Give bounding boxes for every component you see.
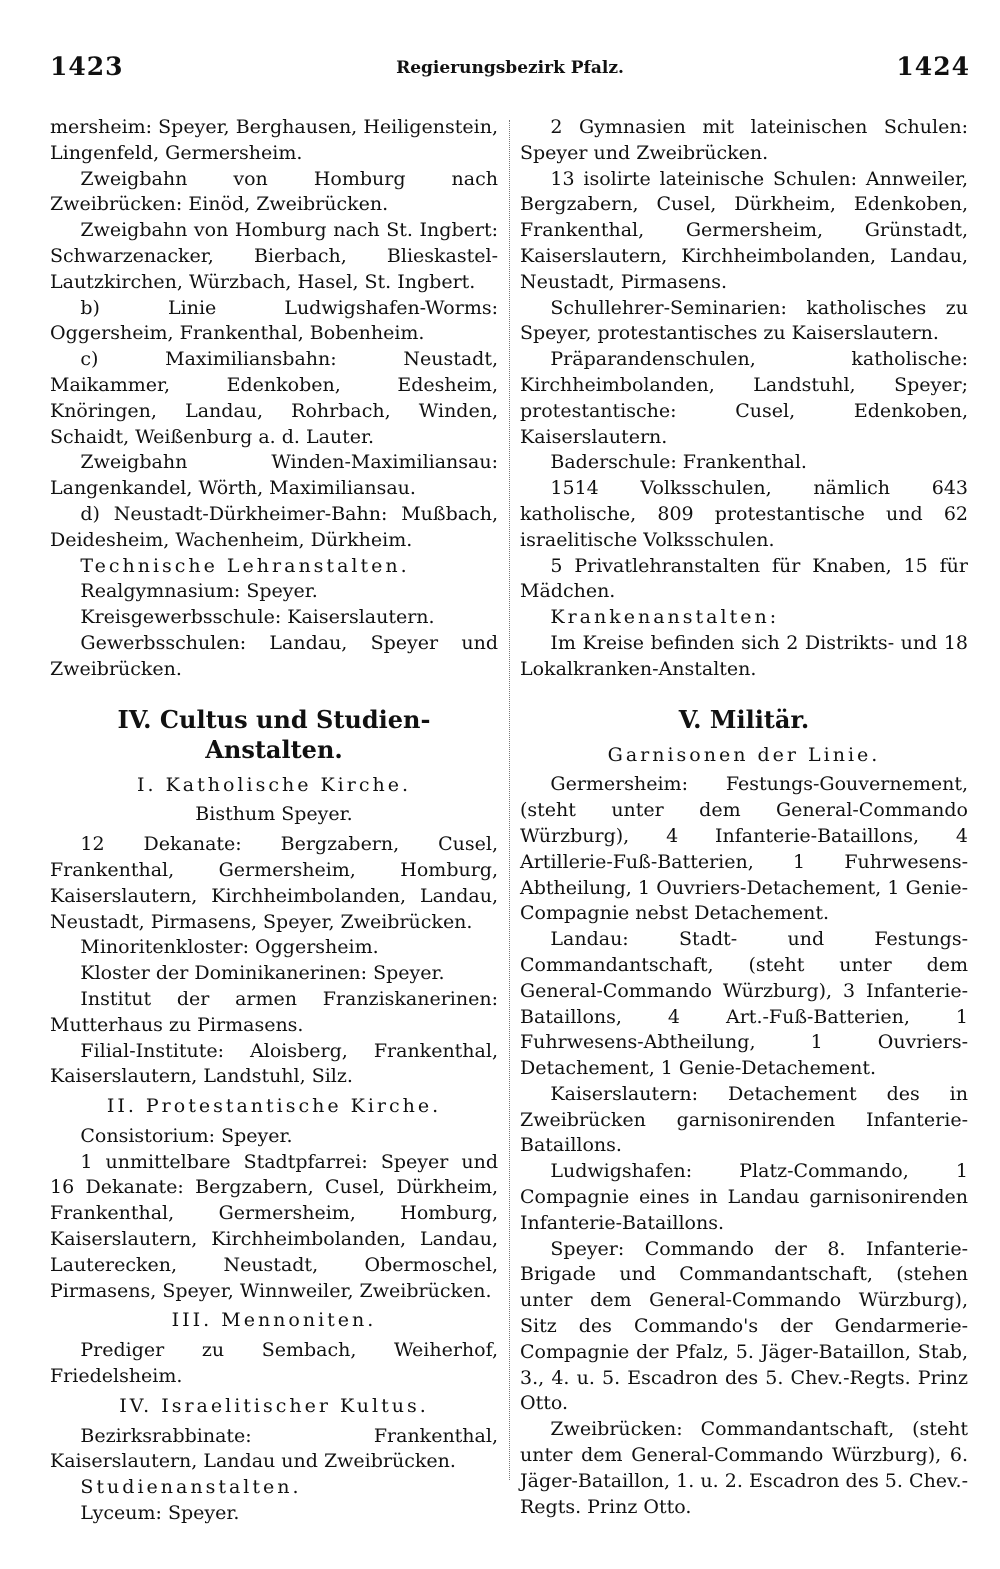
paragraph: Ludwigshafen: Platz-Commando, 1 Compagnie eines in Landau garnisonirenden Infanterie-Bataillons.: [520, 1160, 968, 1234]
subheading: Studienanstalten.: [80, 1476, 302, 1499]
paragraph: 1 unmittelbare Stadtpfarrei: Speyer und 16 Dekanate: Bergzabern, Cusel, Dürkheim, Frankenthal, Germersheim, Homburg, Kaiserslautern, Kirchheimbolanden, Landau, Lauterecken, Neustadt, Obermoschel, Pirmasens, Speyer, Winnweiler, Zweibrücken.: [50, 1150, 498, 1302]
section-heading: V. Militär.: [678, 704, 810, 734]
paragraph: Landau: Stadt- und Festungs-Commandantschaft, (steht unter dem General-Commando Würzburg), 3 Infanterie-Bataillons, 4 Art.-Fuß-Batterien, 1 Fuhrwesens-Abtheilung, 1 Ouvriers-Detachement, 1 Genie-Detachement.: [520, 928, 968, 1080]
paragraph: 1514 Volksschulen, nämlich 643 katholische, 809 protestantische und 62 israelitische Volksschulen.: [520, 477, 968, 551]
paragraph: Zweibrücken: Commandantschaft, (steht unter dem General-Commando Würzburg), 6. Jäger-Bataillon, 1. u. 2. Escadron des 5. Chev.-Regts. Prinz Otto.: [520, 1418, 968, 1518]
paragraph: Im Kreise befinden sich 2 Distrikts- und 18 Lokalkranken-Anstalten.: [520, 631, 968, 680]
subheading: Technische Lehranstalten.: [80, 554, 410, 577]
paragraph: Consistorium: Speyer.: [80, 1124, 293, 1147]
subsection-heading: IV. Israelitischer Kultus.: [119, 1394, 429, 1417]
paragraph: b) Linie Ludwigshafen-Worms: Oggersheim, Frankenthal, Bobenheim.: [50, 296, 498, 345]
paragraph: 13 isolirte lateinische Schulen: Annweiler, Bergzabern, Cusel, Dürkheim, Edenkoben, Frankenthal, Germersheim, Grünstadt, Kaiserslautern, Kirchheimbolanden, Landau, Neustadt, Pirmasens.: [520, 167, 968, 293]
paragraph: d) Neustadt-Dürkheimer-Bahn: Mußbach, Deidesheim, Wachenheim, Dürkheim.: [50, 502, 498, 551]
running-title: Regierungsbezirk Pfalz.: [396, 58, 624, 78]
paragraph: Germersheim: Festungs-Gouvernement, (steht unter dem General-Commando Würzburg), 4 Infanterie-Bataillons, 4 Artillerie-Fuß-Batterien, 1 Fuhrwesens-Abtheilung, 1 Ouvriers-Detachement, 1 Genie-Compagnie nebst Detachement.: [520, 773, 968, 925]
paragraph: Kreisgewerbsschule: Kaiserslautern.: [80, 606, 435, 629]
paragraph: Präparandenschulen, katholische: Kirchheimbolanden, Landstuhl, Speyer; protestantische: Cusel, Edenkoben, Kaiserslautern.: [520, 348, 968, 448]
page-header: [50, 52, 970, 92]
section-heading: IV. Cultus und Studien-Anstalten.: [117, 704, 431, 764]
paragraph: Schullehrer-Seminarien: katholisches zu Speyer, protestantisches zu Kaiserslautern.: [520, 296, 968, 345]
paragraph: Zweigbahn von Homburg nach St. Ingbert: Schwarzenacker, Bierbach, Blieskastel-Lautzkirchen, Würzbach, Hasel, St. Ingbert.: [50, 219, 498, 293]
column-divider: [509, 120, 510, 1480]
paragraph: mersheim: Speyer, Berghausen, Heiligenstein, Lingenfeld, Germersheim.: [50, 116, 498, 164]
paragraph: 5 Privatlehranstalten für Knaben, 15 für Mädchen.: [520, 554, 968, 603]
paragraph: 12 Dekanate: Bergzabern, Cusel, Frankenthal, Germersheim, Homburg, Kaiserslautern, Kirchheimbolanden, Landau, Neustadt, Pirmasens, Speyer, Zweibrücken.: [50, 833, 498, 933]
subsection-heading: Garnisonen der Linie.: [607, 743, 881, 766]
paragraph: Minoritenkloster: Oggersheim.: [80, 936, 379, 959]
paragraph: Realgymnasium: Speyer.: [80, 580, 318, 603]
paragraph: Lyceum: Speyer.: [80, 1502, 240, 1525]
paragraph: Filial-Institute: Aloisberg, Frankenthal, Kaiserslautern, Landstuhl, Silz.: [50, 1039, 498, 1088]
subheading: Krankenanstalten:: [550, 606, 780, 629]
paragraph: Baderschule: Frankenthal.: [550, 451, 807, 474]
subsection-subtitle: Bisthum Speyer.: [195, 803, 353, 826]
paragraph: 2 Gymnasien mit lateinischen Schulen: Speyer und Zweibrücken.: [520, 116, 968, 164]
page-number-right: 1424: [896, 52, 970, 81]
paragraph: Zweigbahn Winden-Maximiliansau: Langenkandel, Wörth, Maximiliansau.: [50, 451, 498, 500]
left-column: [50, 115, 498, 1527]
subsection-heading: III. Mennoniten.: [171, 1309, 377, 1332]
subsection-heading: I. Katholische Kirche.: [137, 773, 411, 796]
paragraph: Zweigbahn von Homburg nach Zweibrücken: Einöd, Zweibrücken.: [50, 167, 498, 216]
right-column: [520, 115, 968, 1520]
paragraph: Bezirksrabbinate: Frankenthal, Kaiserslautern, Landau und Zweibrücken.: [50, 1424, 498, 1473]
paragraph: Kloster der Dominikanerinen: Speyer.: [80, 962, 445, 985]
paragraph: Gewerbsschulen: Landau, Speyer und Zweibrücken.: [50, 631, 498, 680]
page-number-left: 1423: [50, 52, 124, 81]
paragraph: Speyer: Commando der 8. Infanterie-Brigade und Commandantschaft, (stehen unter dem General-Commando Würzburg), Sitz des Commando's der Gendarmerie-Compagnie der Pfalz, 5. Jäger-Bataillon, Stab, 3., 4. u. 5. Escadron des 5. Chev.-Regts. Prinz Otto.: [520, 1237, 968, 1415]
paragraph: c) Maximiliansbahn: Neustadt, Maikammer, Edenkoben, Edesheim, Knöringen, Landau, Rohrbach, Winden, Schaidt, Weißenburg a. d. Lauter.: [50, 348, 498, 448]
paragraph: Prediger zu Sembach, Weiherhof, Friedelsheim.: [50, 1339, 498, 1388]
paragraph: Institut der armen Franziskanerinen: Mutterhaus zu Pirmasens.: [50, 987, 498, 1036]
subsection-heading: II. Protestantische Kirche.: [106, 1095, 442, 1118]
paragraph: Kaiserslautern: Detachement des in Zweibrücken garnisonirenden Infanterie-Bataillons.: [520, 1082, 968, 1157]
